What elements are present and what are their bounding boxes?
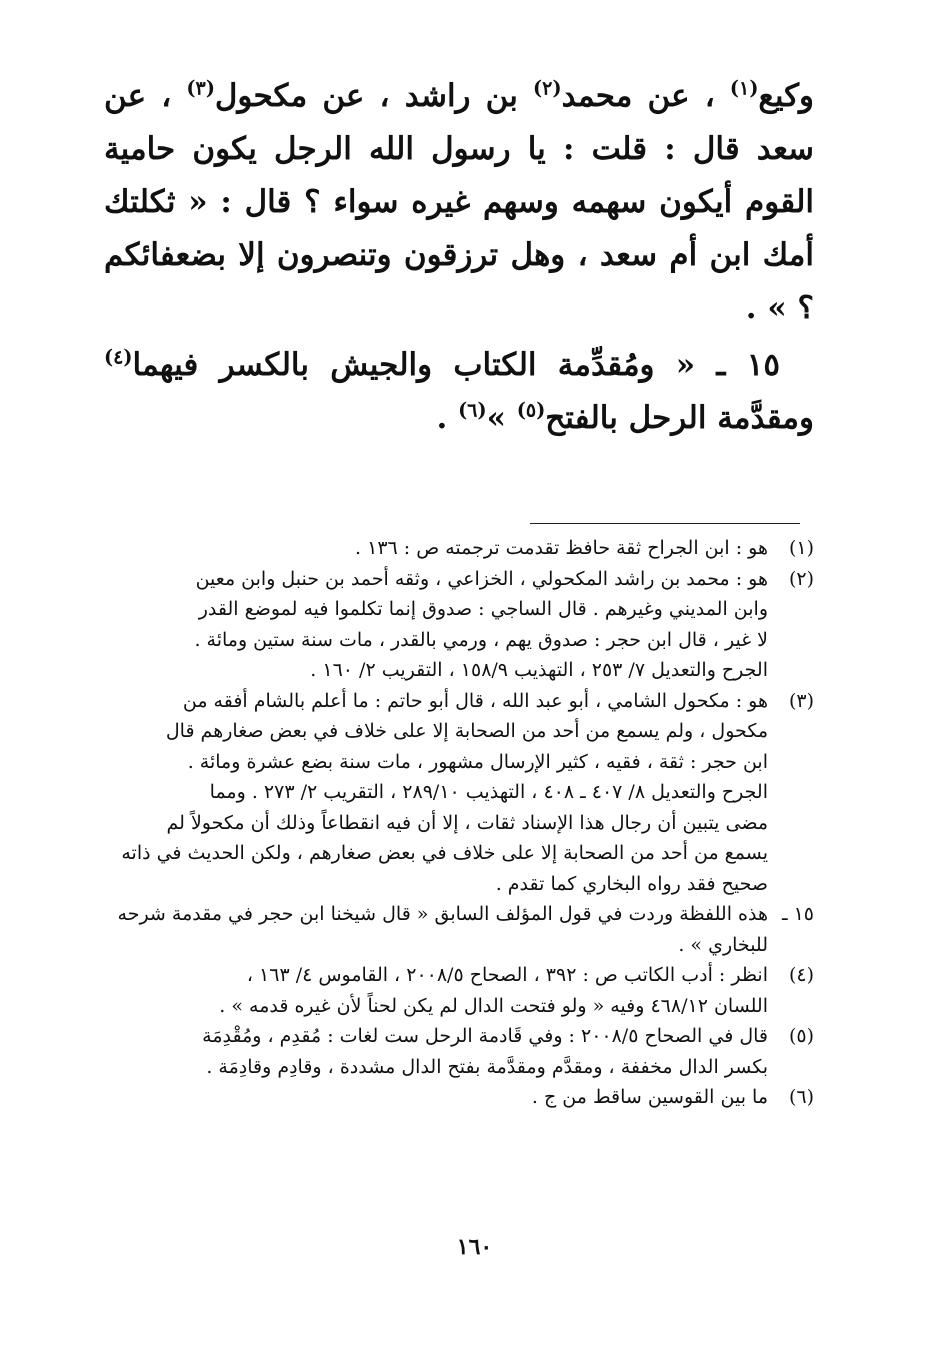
footnote-body [104,960,768,1021]
text-run: بن راشد ، عن مكحول [214,78,534,114]
footnote-ref-4[interactable]: (٤) [104,345,133,369]
page-number: ١٦٠ [456,1234,493,1260]
footnote-line: وابن المديني وغيرهم . قال الساجي : صدوق إنما تكلموا فيه لموضع القدر [198,598,768,620]
footnotes [104,533,814,1113]
main-paragraph-1 [104,70,814,335]
footnote-line: الجرح والتعديل ٧/ ٢٥٣ ، التهذيب ١٥٨/٩ ، التقريب ٢/ ١٦٠ . [310,659,768,681]
footnote-number: (٢) [788,567,814,590]
text-run: » [486,400,517,436]
footnote-1 [104,533,814,564]
footnote-5 [104,1021,814,1082]
footnote-line: ابن حجر : ثقة ، فقيه ، كثير الإرسال مشهور ، مات سنة بضع عشرة ومائة . [187,750,768,773]
footnote-number: (١) [788,537,814,559]
footnote-line: لا غير ، قال ابن حجر : صدوق يهم ، ورمي بالقدر ، مات سنة ستين ومائة . [194,628,768,651]
footnote-line: انظر : أدب الكاتب ص : ٣٩٢ ، الصحاح ٢٠٠٨/٥ ، القاموس ٤/ ١٦٣ ، [246,964,768,986]
footnote-line: هذه اللفظة وردت في قول المؤلف السابق « قال شيخنا ابن حجر في مقدمة شرحه [117,903,768,925]
text-run: ، عن سعد قال : قلت : يا رسول الله الرجل يكون حامية القوم أيكون سهمه وسهم غيره سواء ؟ قال : « ثكلتك أمك ابن أم سعد ، وهل ترزقون وتنصرون إلا بضعفائكم ؟ » . [104,78,814,326]
footnote-ref-6[interactable]: (٦) [458,398,487,422]
footnote-ref-2[interactable]: (٢) [533,76,562,100]
footnote-6 [104,1082,814,1113]
text-run: ١٥ ـ « ومُقدِّمة الكتاب والجيش بالكسر فيهما [132,347,780,383]
footnote-line: اللسان ٤٦٨/١٢ وفيه « ولو فتحت الدال لم يكن لحناً لأن غيره قدمه » . [219,994,768,1017]
footnote-body [104,1021,768,1082]
footnote-number: (٤) [788,964,814,986]
text-run: ومقدَّمة الرحل بالفتح [545,400,814,436]
footnote-line: ما بين القوسين ساقط من ج . [531,1086,768,1108]
footnote-number: (٥) [788,1025,814,1047]
footnote-body [104,1082,768,1113]
footnote-line: مضى يتبين أن رجال هذا الإسناد ثقات ، إلا أن فيه انقطاعاً وذلك أن مكحولاً لم [166,811,768,834]
text-run: وكيع [758,78,815,114]
footnote-number: (٦) [788,1086,814,1108]
footnote-4 [104,960,814,1021]
main-paragraph-2 [104,339,814,445]
footnote-body [104,533,768,564]
footnote-ref-1[interactable]: (١) [729,76,759,100]
footnote-line: للبخاري » . [678,933,768,956]
footnote-number: ١٥ ـ [781,903,814,925]
text-run: . [436,400,459,436]
footnote-line: هو : مكحول الشامي ، أبو عبد الله ، قال أبو حاتم : ما أعلم بالشام أفقه من [182,689,768,712]
footnote-line: يسمع من أحد من الصحابة إلا على خلاف في بعض صغارهم ، ولكن الحديث في ذاته [121,842,768,864]
footnote-separator [530,523,800,524]
footnote-body [104,899,768,960]
text-run: ، عن محمد [561,78,730,114]
footnote-line: هو : ابن الجراح ثقة حافظ تقدمت ترجمته ص : ١٣٦ . [355,537,768,559]
footnote-ref-3[interactable]: (٣) [186,76,215,100]
main-text [104,70,814,445]
footnote-ref-5[interactable]: (٥) [516,398,546,422]
footnote-2 [104,564,814,686]
footnote-body [104,686,768,900]
footnote-line: بكسر الدال مخففة ، ومقدَّم ومقدَّمة بفتح الدال مشددة ، وقادِم وقادِمَة . [206,1055,768,1078]
footnote-15 [104,899,814,960]
footnote-line: هو : محمد بن راشد المكحولي ، الخزاعي ، وثقه أحمد بن حنبل وابن معين [195,567,768,590]
footnote-body [104,564,768,686]
footnote-line: صحيح فقد رواه البخاري كما تقدم . [495,872,768,895]
footnote-3 [104,686,814,900]
footnote-line: قال في الصحاح ٢٠٠٨/٥ : وفي قَادمة الرحل ست لغات : مُقدِم ، ومُقْدِمَة [202,1025,768,1047]
footnote-line: الجرح والتعديل ٨/ ٤٠٧ ـ ٤٠٨ ، التهذيب ٢٨٩/١٠ ، التقريب ٢/ ٢٧٣ . ومما [209,781,768,803]
footnote-line: مكحول ، ولم يسمع من أحد من الصحابة إلا على خلاف في بعض صغارهم قال [165,720,768,742]
footnote-number: (٣) [788,689,814,712]
